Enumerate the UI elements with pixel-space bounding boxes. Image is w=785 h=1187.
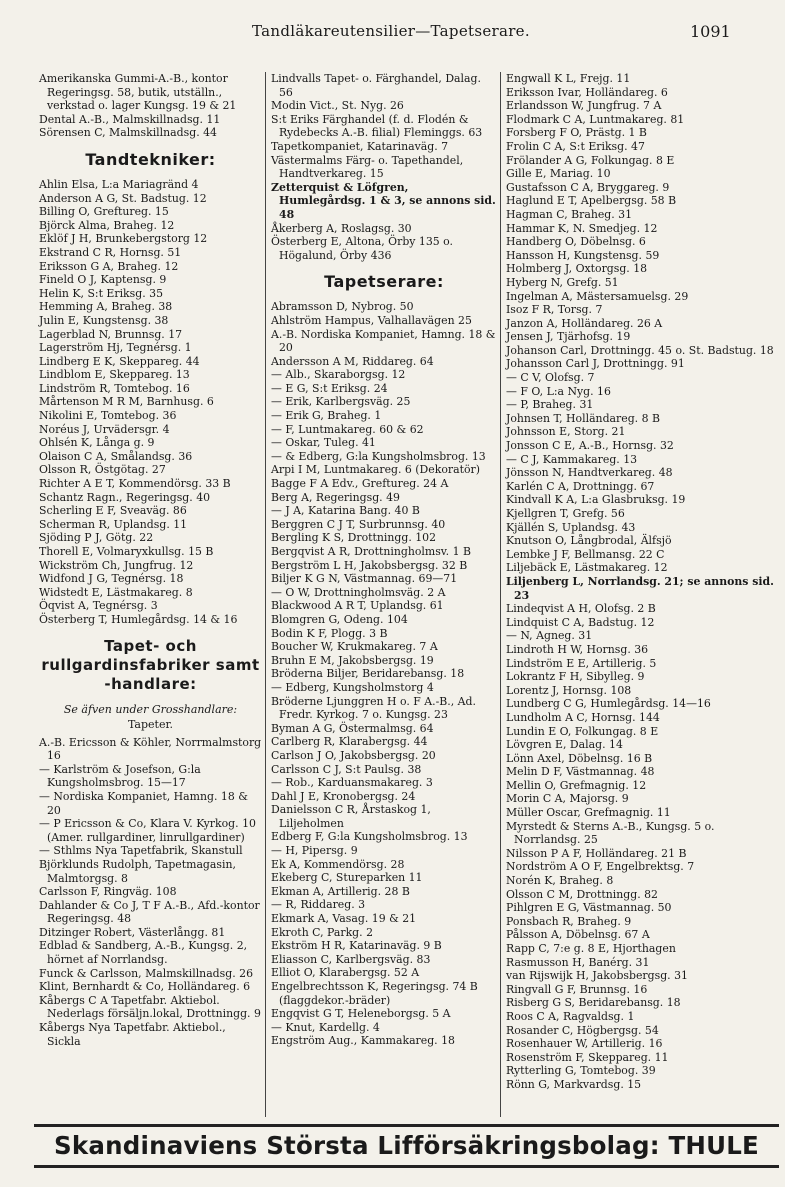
directory-entry: Lundholm A C, Hornsg. 144 [506,710,660,724]
section-subheading: Tapeter. [127,717,174,731]
directory-entry: Lindblom E, Skeppareg. 13 [39,368,190,382]
section-note: Se äfven under Grosshandlare: [63,702,238,716]
directory-entry: Myrstedt & Sterns A.-B., Kungsg. 5 o. Norrlandsg. 25 [506,819,715,847]
advertisement-banner: Skandinaviens Största Lifförsäkringsbolag: THULE [54,1131,759,1160]
directory-entry: Noréus J, Urvädersgr. 4 [39,422,170,436]
directory-entry: Österberg E, Altona, Örby 135 o. Högalund, Örby 436 [271,235,453,262]
directory-entry: Byman A G, Östermalmsg. 64 [271,721,434,735]
directory-entry: Öqvist A, Tegnérsg. 3 [39,599,158,613]
directory-entry: Kåbergs C A Tapetfabr. Aktiebol. Nederlags försäljn.lokal, Drottningg. 9 [39,993,261,1021]
directory-entry: Ditzinger Robert, Västerlångg. 81 [39,925,226,939]
directory-entry: Isoz F R, Torsg. 7 [506,303,603,317]
directory-entry: Ohlsén K, Långa g. 9 [39,436,155,450]
directory-entry: — N, Agneg. 31 [506,629,593,643]
directory-entry: Kjällén S, Uplandsg. 43 [506,520,636,534]
directory-entry: Dental A.-B., Malmskillnadsg. 11 [39,112,221,126]
directory-entry: Lundberg C G, Humlegårdsg. 14—16 [506,697,711,711]
directory-entry: Bagge F A Edv., Greftureg. 24 A [271,477,449,491]
banner-top-rule [34,1124,779,1127]
directory-entry: Hemming A, Braheg. 38 [39,300,173,314]
directory-entry: S:t Eriks Färghandel (f. d. Flodén & Rydebecks A.-B. filial) Fleminggs. 63 [271,112,483,140]
directory-entry: Karlén C A, Drottningg. 67 [506,479,655,493]
entries-group [39,736,262,1049]
directory-entry: Lembke J F, Bellmansg. 22 C [506,547,665,561]
directory-entry: Schantz Ragn., Regeringsg. 40 [39,490,211,504]
directory-entry: Mårtenson M R M, Barnhusg. 6 [39,395,214,409]
directory-entry: Johanson Carl, Drottningg. 45 o. St. Badstug. 18 [506,343,774,357]
directory-entry: Engqvist G T, Heleneborgsg. 5 A [271,1007,451,1021]
directory-entry: Frölander A G, Folkungag. 8 E [506,153,675,167]
directory-entry: Lundin E O, Folkungag. 8 E [506,724,659,738]
directory-entry: Ingelman A, Mästersamuelsg. 29 [506,289,689,303]
directory-entry: Amerikanska Gummi-A.-B., kontor Regeringsg. 58, butik, utställn., verkstad o. lager Kungsg. 19 & 21 [39,72,237,113]
directory-entry: Funck & Carlsson, Malmskillnadsg. 26 [39,966,253,980]
section-heading-tandtekniker: Tandtekniker: [85,149,216,169]
directory-entry: — Nordiska Kompaniet, Hamng. 18 & 20 [39,789,248,817]
directory-entry: Rosenström F, Skeppareg. 11 [506,1050,669,1064]
directory-entry: Nikolini E, Tomtebog. 36 [39,409,177,423]
directory-entry: Bodin K F, Plogg. 3 B [271,626,388,640]
directory-entry: Bröderna Biljer, Beridarebansg. 18 [271,667,465,681]
directory-entry: — Sthlms Nya Tapetfabrik, Skanstull [39,844,243,858]
directory-entry: Biljer K G N, Västmannag. 69—71 [271,572,458,586]
directory-entry: Engwall K L, Frejg. 11 [506,72,631,85]
directory-entry: Hyberg N, Grefg. 51 [506,275,619,289]
directory-entry: Carlsson F, Ringväg. 108 [39,885,177,899]
directory-entry: Blomgren G, Odeng. 104 [271,612,408,626]
directory-entry: Lindroth H W, Hornsg. 36 [506,642,649,656]
directory-entry: — P, Braheg. 31 [506,398,594,412]
directory-entry: — Oskar, Tuleg. 41 [271,436,376,450]
directory-entry: Rönn G, Markvardsg. 15 [506,1077,642,1091]
directory-entry: — F O, L:a Nyg. 16 [506,384,611,398]
page-number: 1091 [690,22,731,41]
directory-entry: Lagerblad N, Brunnsg. 17 [39,327,183,341]
directory-entry: Klint, Bernhardt & Co, Holländareg. 6 [39,980,251,994]
directory-entry: — Edberg, Kungsholmstorg 4 [271,680,434,694]
directory-entry: Ahlström Hampus, Valhallavägen 25 [271,313,472,327]
directory-entry: Lindquist C A, Badstug. 12 [506,615,655,629]
directory-entry: Nordström A O F, Engelbrektsg. 7 [506,860,695,874]
running-title: Tandläkareutensilier—Tapetserare. [252,22,530,40]
directory-entry: Jensen J, Tjärhofsg. 19 [506,330,631,344]
directory-entry: Ekman A, Artillerig. 28 B [271,884,410,898]
directory-entry: Widstedt E, Lästmakareg. 8 [39,585,193,599]
directory-entry: — C J, Kammakareg. 13 [506,452,638,466]
column-2 [265,72,500,1117]
directory-entry: Edblad & Sandberg, A.-B., Kungsg. 2, hörnet af Norrlandsg. [39,939,248,967]
directory-entry: Helin K, S:t Eriksg. 35 [39,286,163,300]
banner-bottom-rule [34,1165,779,1168]
directory-entry: Lindberg E K, Skeppareg. 44 [39,354,200,368]
directory-entry: Nilsson P A F, Holländareg. 21 B [506,846,687,860]
directory-entry: Gille E, Mariag. 10 [506,167,611,181]
directory-entry: Rosenhauer W, Artillerig. 16 [506,1037,663,1051]
directory-entry: — Erik, Karlbergsväg. 25 [271,395,411,409]
directory-entry: Knutson O, Långbrodal, Älfsjö [506,534,672,548]
directory-entry: Sjöding P J, Götg. 22 [39,531,154,545]
directory-entry: Johnsson E, Storg. 21 [506,425,626,439]
directory-entry: Richter A E T, Kommendörsg. 33 B [39,477,231,491]
directory-entry: Eriksson G A, Braheg. 12 [39,259,179,273]
directory-entry: Thorell E, Volmaryxkullsg. 15 B [39,545,214,558]
directory-entry: Ekroth C, Parkg. 2 [271,925,373,939]
directory-entry: Lagerström Hj, Tegnérsg. 1 [39,341,192,355]
directory-entry: — E G, S:t Eriksg. 24 [271,381,388,395]
directory-entry: Blackwood A R T, Uplandsg. 61 [271,599,444,613]
directory-entry: — Karlström & Josefson, G:la Kungsholmsbrog. 15—17 [39,762,201,790]
directory-entry: — H, Pipersg. 9 [271,844,358,858]
directory-entry: Morin C A, Majorsg. 9 [506,792,629,806]
entries-group [271,300,497,1048]
directory-entry: Wickström Ch, Jungfrug. 12 [39,558,194,572]
directory-entry: Bergström L H, Jakobsbergsg. 32 B [271,558,468,572]
directory-entry: Pålsson A, Döbelnsg. 67 A [506,928,650,942]
directory-entry: Ahlin Elsa, L:a Mariagränd 4 [39,177,199,191]
directory-entry: van Rijswijk H, Jakobsbergsg. 31 [506,969,688,983]
directory-entry: Anderson A G, St. Badstug. 12 [39,191,207,205]
directory-entry: Melin D F, Västmannag. 48 [506,765,655,779]
directory-entry: Berggren C J T, Surbrunnsg. 40 [271,517,446,531]
directory-entry: Kjellgren T, Grefg. 56 [506,507,625,520]
directory-entry: Zetterquist & Löfgren, Humlegårdsg. 1 & 3, se annons sid. 48 [271,180,496,221]
directory-entry: Flodmark C A, Luntmakareg. 81 [506,112,685,126]
directory-entry: Bergling K S, Drottningg. 102 [271,531,437,545]
directory-entry: Forsberg F O, Prästg. 1 B [506,126,647,140]
directory-columns [34,72,779,1117]
directory-entry: A.-B. Ericsson & Köhler, Norrmalmstorg 16 [39,735,262,763]
directory-entry: Eklöf J H, Brunkebergstorg 12 [39,232,208,246]
directory-entry: Eliasson C, Karlbergsväg. 83 [271,952,431,966]
directory-entry: Gustafsson C A, Bryggareg. 9 [506,180,670,194]
column-3 [500,72,779,1117]
directory-entry: Ekmark A, Vasag. 19 & 21 [271,912,417,926]
directory-entry: Müller Oscar, Grefmagnig. 11 [506,806,671,820]
directory-entry: — F, Luntmakareg. 60 & 62 [271,422,424,436]
directory-entry: — O W, Drottningholmsväg. 2 A [271,585,446,599]
directory-entry: — Alb., Skaraborgsg. 12 [271,368,406,382]
entries-group [39,178,262,627]
directory-entry: Janzon A, Holländareg. 26 A [506,316,663,330]
directory-entry: Elliot O, Klarabergsg. 52 A [271,966,420,980]
directory-entry: — & Edberg, G:la Kungsholmsbrog. 13 [271,449,486,463]
directory-entry: Hansson H, Kungstensg. 59 [506,248,660,262]
directory-entry: Handberg O, Döbelnsg. 6 [506,235,646,249]
directory-entry: Erlandsson W, Jungfrug. 7 A [506,99,662,113]
directory-entry: Lindström E E, Artillerig. 5 [506,656,657,670]
directory-entry: Hagman C, Braheg. 31 [506,207,633,221]
directory-entry: Haglund E T, Apelbergsg. 58 B [506,194,677,208]
directory-entry: Carlson J O, Jakobsbergsg. 20 [271,748,436,762]
directory-entry: Kindvall K A, L:a Glasbruksg. 19 [506,493,686,507]
directory-entry: Jonsson C E, A.-B., Hornsg. 32 [506,439,674,453]
directory-entry: Modin Vict., St. Nyg. 26 [271,99,404,113]
entries-group [506,72,776,1092]
section-heading-tapetserare: Tapetserare: [324,272,444,292]
directory-entry: Johansson Carl J, Drottningg. 91 [506,357,685,371]
directory-entry: Rytterling G, Tomtebog. 39 [506,1064,656,1078]
entries-group [271,72,497,262]
directory-entry: Lokrantz F H, Sibylleg. 9 [506,670,645,684]
directory-entry: Eriksson Ivar, Holländareg. 6 [506,85,668,99]
directory-entry: Andersson A M, Riddareg. 64 [271,354,434,368]
directory-entry: Dahl J E, Kronobergsg. 24 [271,789,416,803]
directory-entry: Boucher W, Krukmakareg. 7 A [271,640,438,654]
directory-entry: Lindvalls Tapet- o. Färghandel, Dalag. 56 [271,72,481,99]
directory-entry: Arpi I M, Luntmakareg. 6 (Dekoratör) [271,463,480,477]
directory-entry: Widfond J G, Tegnérsg. 18 [39,572,184,586]
directory-entry: Ekström H R, Katarinaväg. 9 B [271,939,442,953]
directory-entry: Sörensen C, Malmskillnadsg. 44 [39,126,217,140]
directory-entry: Ringvall G F, Brunnsg. 16 [506,982,648,996]
directory-entry: Ekeberg C, Stureparken 11 [271,871,423,885]
directory-entry: Scherman R, Uplandsg. 11 [39,517,188,531]
directory-entry: Olsson C M, Drottningg. 82 [506,887,658,901]
directory-entry: Engström Aug., Kammakareg. 18 [271,1034,455,1048]
directory-entry: Kåbergs Nya Tapetfabr. Aktiebol., Sickla [39,1021,226,1048]
directory-entry: Pihlgren E G, Västmannag. 50 [506,901,672,915]
directory-entry: Risberg G S, Beridarebansg. 18 [506,996,681,1010]
directory-entry: Berg A, Regeringsg. 49 [271,490,400,504]
column-1 [34,72,265,1117]
directory-entry: Mellin O, Grefmagnig. 12 [506,778,647,792]
directory-entry: Dahlander & Co J, T F A.-B., Afd.-kontor Regeringsg. 48 [39,898,260,926]
directory-entry: Roos C A, Ragvaldsg. 1 [506,1009,635,1023]
directory-entry: Lönn Axel, Döbelnsg. 16 B [506,751,653,765]
directory-entry: Olsson R, Östgötag. 27 [39,463,166,477]
directory-entry: Ponsbach R, Braheg. 9 [506,914,632,928]
section-heading-tapetfabriker: Tapet- och rullgardinsfabriker samt -handlare: [41,636,260,693]
directory-entry: Ek A, Kommendörsg. 28 [271,857,405,871]
directory-entry: Olaison C A, Smålandsg. 36 [39,449,193,463]
directory-entry: Holmberg J, Oxtorgsg. 18 [506,262,648,276]
directory-entry: Åkerberg A, Roslagsg. 30 [271,221,412,235]
directory-entry: Jönsson N, Handtverkareg. 48 [506,466,673,480]
directory-entry: Scherling E F, Sveaväg. 86 [39,504,187,518]
directory-entry: Abramsson D, Nybrog. 50 [271,300,414,314]
directory-entry: Rosander C, Högbergsg. 54 [506,1023,659,1037]
directory-entry: Billing O, Greftureg. 15 [39,205,169,219]
directory-entry: Lorentz J, Hornsg. 108 [506,683,632,697]
directory-entry: Engelbrechtsson K, Regeringsg. 74 B (flaggdekor.-bräder) [271,980,478,1007]
directory-entry: Bröderne Ljunggren H o. F A.-B., Ad. Fredr. Kyrkog. 7 o. Kungsg. 23 [271,694,476,722]
directory-entry: Lövgren E, Dalag. 14 [506,738,623,752]
directory-entry: Liljebäck E, Lästmakareg. 12 [506,561,668,575]
directory-entry: Lindeqvist A H, Olofsg. 2 B [506,602,656,616]
directory-entry: Julin E, Kungstensg. 38 [39,313,169,327]
directory-entry: Rapp C, 7:e g. 8 E, Hjorthagen [506,942,676,955]
directory-entry: Edberg F, G:la Kungsholmsbrog. 13 [271,830,468,844]
directory-entry: Rasmusson H, Banérg. 31 [506,955,650,969]
directory-entry: — P Ericsson & Co, Klara V. Kyrkog. 10 (Amer. rullgardiner, linrullgardiner) [39,817,256,844]
directory-entry: Bergqvist A R, Drottningholmsv. 1 B [271,545,471,558]
directory-entry: Fineld O J, Kaptensg. 9 [39,273,167,287]
directory-entry: Carlberg R, Klarabergsg. 44 [271,735,428,749]
directory-entry: — Rob., Karduansmakareg. 3 [271,776,433,790]
directory-entry: Danielsson C R, Årstaskog 1, Liljeholmen [271,803,431,830]
directory-entry: — J A, Katarina Bang. 40 B [271,504,420,518]
directory-entry: Ekstrand C R, Hornsg. 51 [39,245,182,259]
directory-entry: Tapetkompaniet, Katarinaväg. 7 [271,139,449,153]
directory-entry: Lindström R, Tomtebog. 16 [39,381,190,395]
directory-entry: Österberg T, Humlegårdsg. 14 & 16 [39,612,238,626]
directory-entry: Liljenberg L, Norrlandsg. 21; se annons sid. 23 [506,574,774,602]
directory-entry: Johnsen T, Holländareg. 8 B [506,411,660,425]
directory-entry: A.-B. Nordiska Kompaniet, Hamng. 18 & 20 [271,327,496,355]
directory-entry: Frolin C A, S:t Eriksg. 47 [506,139,645,153]
directory-entry: Björklunds Rudolph, Tapetmagasin, Malmtorgsg. 8 [39,857,236,885]
entries-group [39,72,262,140]
directory-entry: Västermalms Färg- o. Tapethandel, Handtverkareg. 15 [271,153,464,181]
directory-entry: Hammar K, N. Smedjeg. 12 [506,221,658,235]
directory-entry: Norén K, Braheg. 8 [506,874,614,888]
directory-entry: — C V, Olofsg. 7 [506,371,595,385]
directory-entry: Bruhn E M, Jakobsbergsg. 19 [271,653,434,667]
directory-entry: — Erik G, Braheg. 1 [271,409,382,423]
page-header [0,22,785,46]
directory-entry: — Knut, Kardellg. 4 [271,1020,380,1034]
directory-entry: Carlsson C J, S:t Paulsg. 38 [271,762,422,776]
directory-entry: Björck Alma, Braheg. 12 [39,218,175,232]
directory-entry: — R, Riddareg. 3 [271,898,366,912]
